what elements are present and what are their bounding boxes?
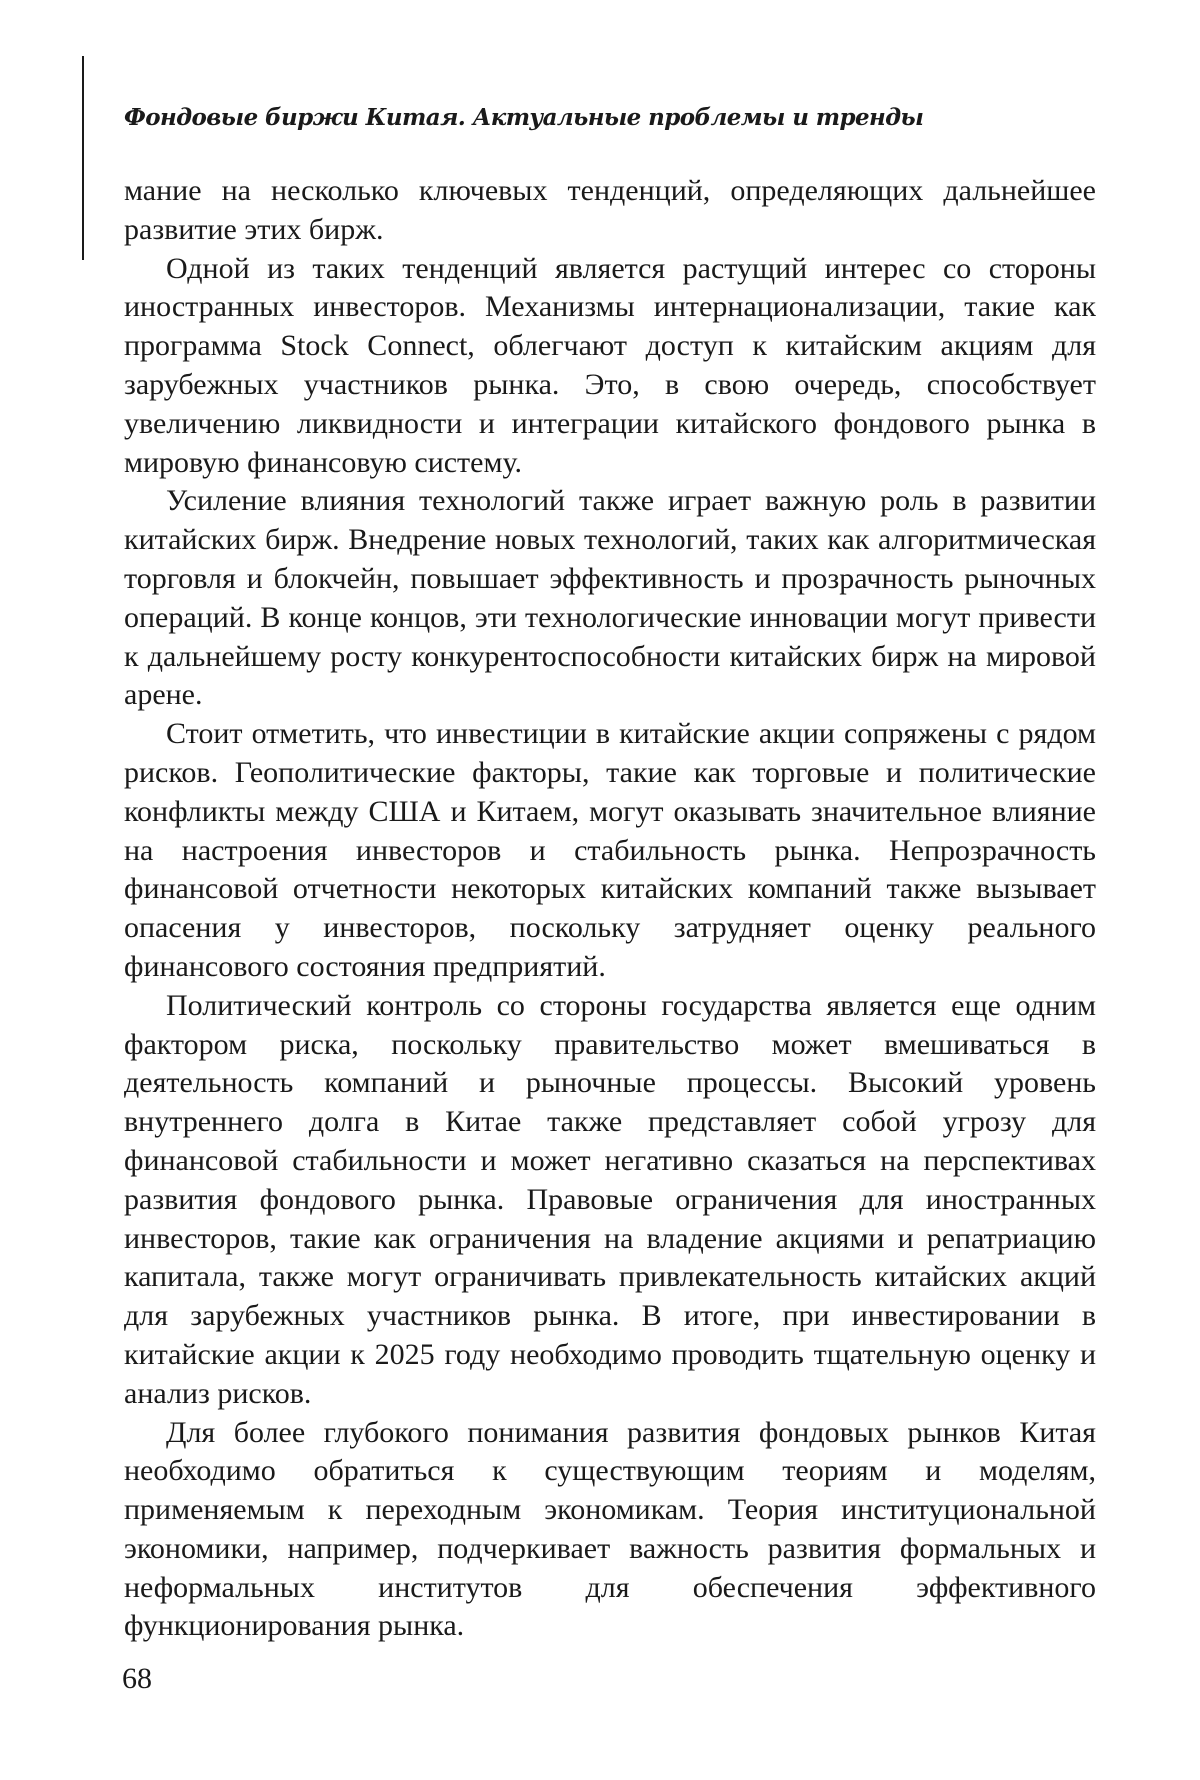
paragraph-foreign-investors: Одной из таких тенденций является растущий интерес со стороны иностранных инвесторов. Механизмы интернационализации, такие как программа Stock Connect, облегчают доступ к китайским акциям для зарубежных участников рынка. Это, в свою очередь, способствует увеличению ликвидности и интеграции китайского фондового рынка в мировую финансовую систему. [124,251,1096,479]
page-number: 68 [122,1662,152,1695]
paragraph-technology: Усиление влияния технологий также играет важную роль в развитии китайских бирж. Внедрение новых технологий, таких как алгоритмическая торговля и блокчейн, повышает эффективность и прозрачность рыночных операций. В конце концов, эти технологические инновации могут привести к дальнейшему росту конкурентоспособности китайских бирж на мировой арене. [124,484,1096,712]
margin-rule [82,56,84,260]
paragraph-political-control: Политический контроль со стороны государства является еще одним фактором риска, поскольку правительство может вмешиваться в деятельность компаний и рыночные процессы. Высокий уровень внутреннего долга в Китае также представляет собой угрозу для финансовой стабильности и может негативно сказаться на перспективах развития фондового рынка. Правовые ограничения для иностранных инвесторов, такие как ограничения на владение акциями и репатриацию капитала, также могут ограничивать привлекательность китайских акций для зарубежных участников рынка. В итоге, при инвестировании в китайские акции к 2025 году необходимо проводить тщательную оценку и анализ рисков. [124,988,1096,1410]
paragraph-institutional-theory: Для более глубокого понимания развития фондовых рынков Китая необходимо обратиться к существующим теориям и моделям, применяемым к переходным экономикам. Теория институциональной экономики, например, подчеркивает важность развития формальных и неформальных институтов для обеспечения эффективного функционирования рынка. [124,1415,1096,1643]
running-header: Фондовые биржи Китая. Актуальные проблемы и тренды [124,104,924,131]
paragraph-risks: Стоит отметить, что инвестиции в китайские акции сопряжены с рядом рисков. Геополитические факторы, такие как торговые и политические конфликты между США и Китаем, могут оказывать значительное влияние на настроения инвесторов и стабильность рынка. Непрозрачность финансовой отчетности некоторых китайских компаний также вызывает опасения у инвесторов, поскольку затрудняет оценку реального финансового состояния предприятий. [124,717,1096,983]
body-text [124,172,1096,1646]
paragraph-continuation: мание на несколько ключевых тенденций, определяющих дальнейшее развитие этих бирж. [124,174,1096,246]
